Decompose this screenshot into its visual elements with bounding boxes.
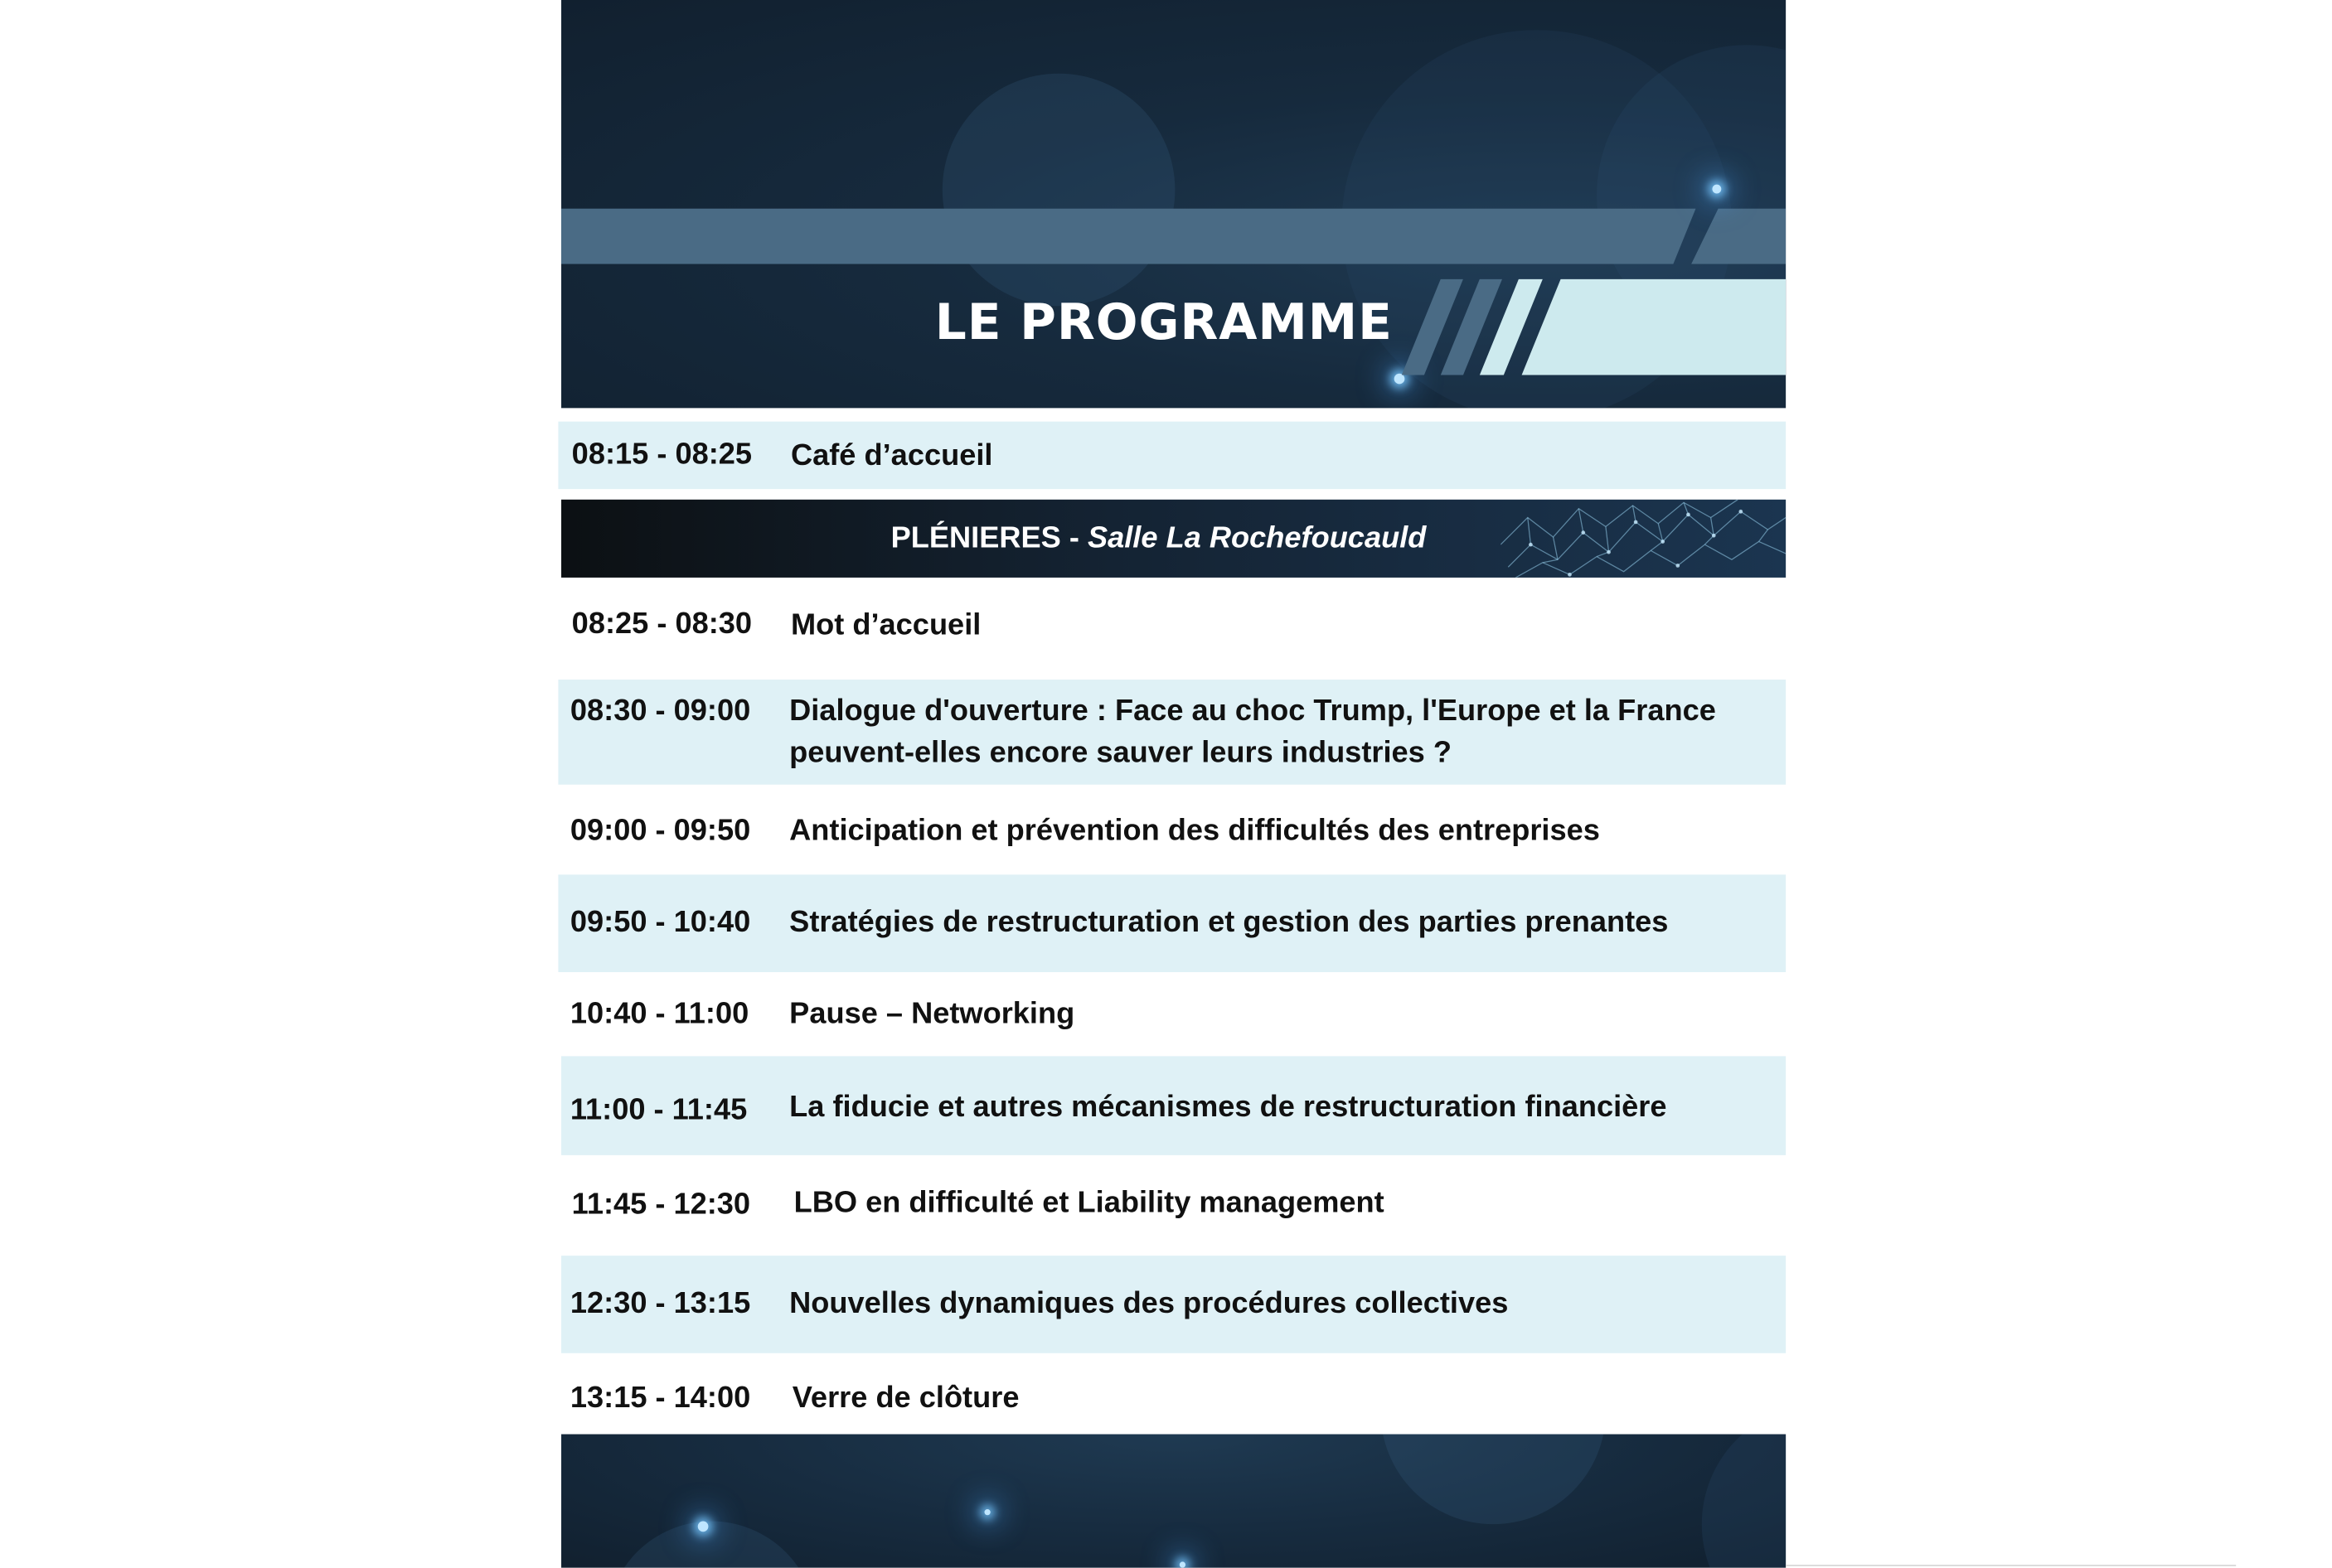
sparkle-icon [984, 1509, 990, 1515]
row-time: 08:25 - 08:30 [571, 607, 753, 641]
row-title: La fiducie et autres mécanismes de restructuration financière [789, 1091, 1667, 1124]
row-title: Café d’accueil [790, 439, 993, 473]
row-title: Verre de clôture [792, 1382, 1020, 1416]
section-prefix: PLÉNIERES - [890, 521, 1088, 555]
header-slashes-decoration [1402, 279, 1786, 375]
page-title: LE PROGRAMME [934, 292, 1393, 351]
row-title: Stratégies de restructuration et gestion des parties prenantes [789, 906, 1669, 940]
row-title: Anticipation et prévention des difficultés des entreprises [789, 814, 1600, 848]
schedule-row [561, 1056, 1786, 1154]
schedule-row [558, 680, 1786, 785]
row-title: LBO en difficulté et Liability management [793, 1186, 1384, 1220]
section-banner [561, 500, 1786, 578]
row-title: Mot d’accueil [790, 608, 982, 642]
row-time: 10:40 - 11:00 [570, 997, 749, 1031]
section-title [561, 518, 1756, 560]
schedule-row [558, 1155, 1786, 1256]
row-time: 11:45 - 12:30 [571, 1188, 751, 1222]
sparkle-icon [1394, 374, 1405, 385]
row-time: 09:50 - 10:40 [570, 906, 751, 940]
row-time: 08:30 - 09:00 [570, 694, 751, 728]
schedule-row [558, 1353, 1786, 1435]
schedule-row [558, 785, 1786, 875]
row-time: 08:15 - 08:25 [571, 438, 753, 472]
row-title: Pause – Networking [789, 997, 1075, 1031]
schedule-row [558, 874, 1786, 972]
schedule-row [558, 578, 1786, 680]
row-title: Nouvelles dynamiques des procédures collectives [789, 1287, 1509, 1320]
header-stripe [561, 209, 1786, 264]
schedule-row [558, 422, 1786, 489]
schedule-row [558, 972, 1786, 1056]
row-time: 12:30 - 13:15 [570, 1287, 751, 1320]
bokeh-circle [606, 1522, 816, 1568]
programme-header [561, 0, 1786, 408]
row-time: 13:15 - 14:00 [570, 1382, 751, 1416]
bokeh-circle [1702, 1435, 1786, 1568]
row-time: 09:00 - 09:50 [570, 814, 751, 848]
section-room: Salle La Rochefoucauld [1087, 521, 1427, 555]
sparkle-icon [1180, 1561, 1185, 1567]
row-title: Dialogue d'ouverture : Face au choc Trump, l'Europe et la France peuvent-elles encore sauver leurs industries ? [789, 694, 1716, 770]
divider [1786, 1565, 2236, 1566]
bokeh-circle [1380, 1435, 1606, 1525]
bokeh-circle [943, 74, 1176, 307]
row-time: 11:00 - 11:45 [570, 1093, 748, 1127]
programme-footer [561, 1435, 1786, 1568]
sparkle-icon [698, 1522, 709, 1532]
sparkle-icon [1712, 185, 1721, 194]
schedule-row [561, 1256, 1786, 1353]
